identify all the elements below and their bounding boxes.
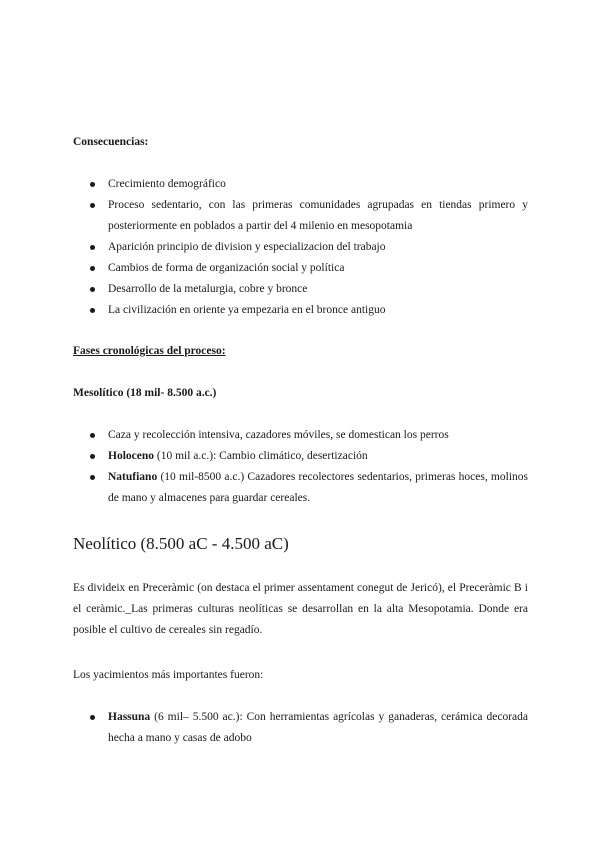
term-label: Natufiano (108, 471, 158, 483)
list-item (74, 446, 528, 467)
list-item-text: (6 mil– 5.500 ac.): Con herramientas agrícolas y ganaderas, cerámica decorada hecha a mano y casas de adobo (108, 711, 528, 744)
mesolitico-heading: Mesolítico (18 mil- 8.500 a.c.) (73, 387, 217, 399)
list-item-text: Proceso sedentario, con las primeras comunidades agrupadas en tiendas primero y posteriormente en poblados a partir del 4 milenio en mesopotamia (108, 199, 528, 232)
mesolitico-list (74, 425, 528, 509)
yacimientos-intro: Los yacimientos más importantes fueron: (73, 669, 264, 681)
list-item (74, 425, 528, 446)
fases-heading: Fases cronológicas del proceso: (73, 345, 226, 357)
list-item (74, 279, 528, 300)
list-item-text: (10 mil a.c.): Cambio climático, desertización (154, 450, 368, 462)
yacimientos-list (74, 707, 528, 749)
list-item-text: Caza y recolección intensiva, cazadores móviles, se domestican los perros (108, 429, 449, 441)
neolitico-paragraph: Es divideix en Preceràmic (on destaca el primer assentament conegut de Jericó), el Preceràmic B i el ceràmic._Las primeras culturas neolíticas se desarrollan en la alta Mesopotamia. Donde era posible el cultivo de cereales sin regadío. (73, 582, 528, 636)
list-item-text: (10 mil-8500 a.c.) Cazadores recolectores sedentarios, primeras hoces, molinos de mano y almacenes para guardar cereales. (108, 471, 528, 504)
list-item (74, 707, 528, 749)
consecuencias-heading: Consecuencias: (73, 136, 149, 148)
term-label: Holoceno (108, 450, 154, 462)
consecuencias-list (74, 174, 528, 321)
list-item (74, 237, 528, 258)
list-item-text: Crecimiento demográfico (108, 178, 226, 190)
list-item-text: Cambios de forma de organización social y política (108, 262, 345, 274)
list-item (74, 300, 528, 321)
list-item-text: Aparición principio de division y especializacion del trabajo (108, 241, 386, 253)
term-label: Hassuna (108, 711, 151, 723)
list-item (74, 258, 528, 279)
list-item (74, 174, 528, 195)
list-item (74, 467, 528, 509)
list-item-text: Desarrollo de la metalurgia, cobre y bronce (108, 283, 308, 295)
list-item (74, 195, 528, 237)
neolitico-heading: Neolítico (8.500 aC - 4.500 aC) (73, 534, 289, 553)
list-item-text: La civilización en oriente ya empezaria en el bronce antiguo (108, 304, 386, 316)
